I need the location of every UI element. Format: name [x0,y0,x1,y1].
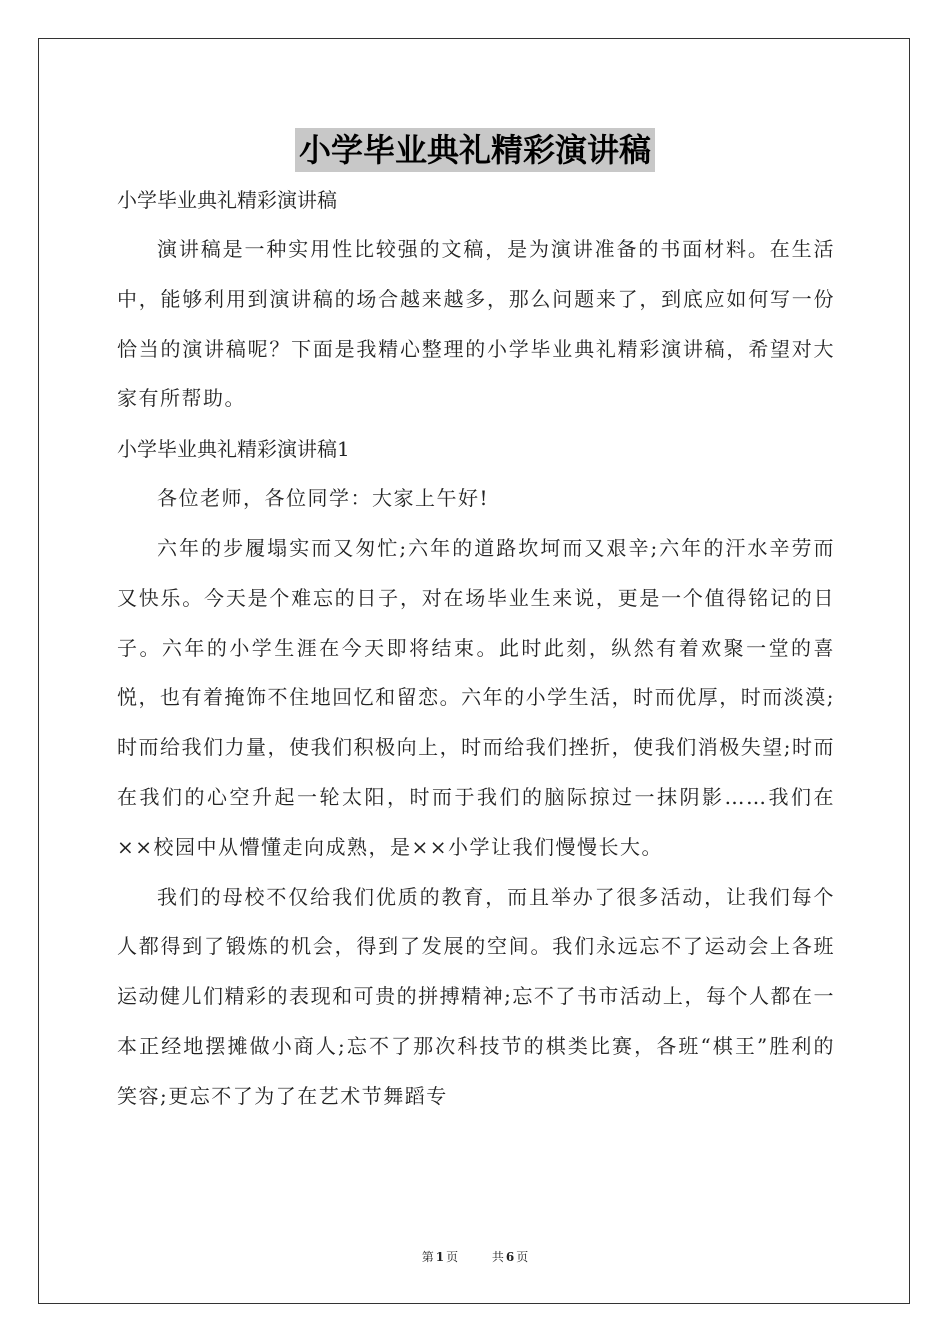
total-prefix: 共 [491,1250,504,1264]
document-title: 小学毕业典礼精彩演讲稿 [295,128,655,172]
document-subtitle: 小学毕业典礼精彩演讲稿 [117,188,337,212]
body-paragraph-1: 六年的步履塌实而又匆忙;六年的道路坎坷而又艰辛;六年的汗水辛劳而又快乐。今天是个难忘的日子，对在场毕业生来说，更是一个值得铭记的日子。六年的小学生涯在今天即将结束。此时此刻，纵然有着欢聚一堂的喜悦，也有着掩饰不住地回忆和留恋。六年的小学生活，时而优厚，时而淡漠;时而给我们力量，使我们积极向上，时而给我们挫折，使我们消极失望;时而在我们的心空升起一轮太阳，时而于我们的脑际掠过一抹阴影……我们在××校园中从懵懂走向成熟，是××小学让我们慢慢长大。 [117,535,835,859]
total-pages: 6 [505,1250,515,1264]
page-indicator [420,1250,460,1264]
total-pages-indicator [490,1250,530,1264]
body-paragraph-2: 我们的母校不仅给我们优质的教育，而且举办了很多活动，让我们每个人都得到了锻炼的机会，得到了发展的空间。我们永远忘不了运动会上各班运动健儿们精彩的表现和可贵的拼搏精神;忘不了书市活动上，每个人都在一本正经地摆摊做小商人;忘不了那次科技节的棋类比赛，各班“棋王”胜利的笑容;更忘不了为了在艺术节舞蹈专 [117,884,835,1108]
title-container [0,128,950,172]
page-footer [0,1248,950,1265]
page-suffix: 页 [446,1250,459,1264]
section-heading: 小学毕业典礼精彩演讲稿1 [117,437,350,462]
document-body [117,175,835,1122]
total-suffix: 页 [516,1250,529,1264]
page-prefix: 第 [421,1250,434,1264]
page-number: 1 [435,1250,445,1264]
greeting-paragraph: 各位老师，各位同学：大家上午好! [157,486,490,511]
intro-paragraph: 演讲稿是一种实用性比较强的文稿，是为演讲准备的书面材料。在生活中，能够利用到演讲稿的场合越来越多，那么问题来了，到底应如何写一份恰当的演讲稿呢？下面是我精心整理的小学毕业典礼精彩演讲稿，希望对大家有所帮助。 [117,237,835,411]
